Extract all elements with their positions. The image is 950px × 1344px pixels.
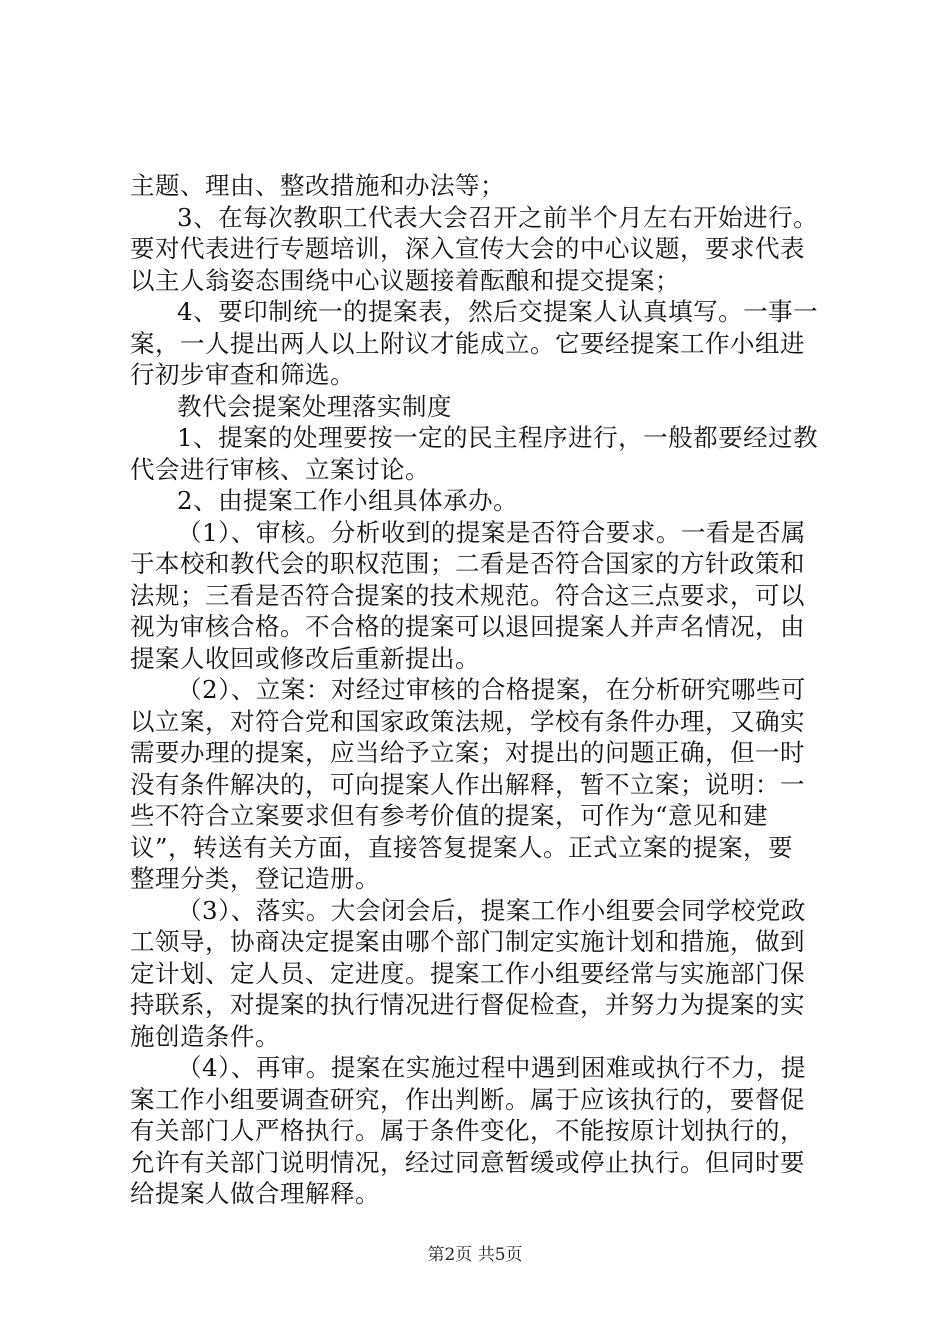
text-line: 1、提案的处理要按一定的民主程序进行，一般都要经过教 (177, 423, 819, 452)
text-line: 以主人翁姿态围绕中心议题接着酝酿和提交提案； (130, 265, 680, 295)
text-line: 行初步审查和筛选。 (130, 360, 355, 389)
text-line: 于本校和教代会的职权范围；二看是否符合国家的方针政策和 (130, 549, 805, 578)
text-line: 以立案，对符合党和国家政策法规，学校有条件办理，又确实 (130, 706, 805, 736)
document-body (130, 170, 830, 1210)
text-line: 案工作小组要调查研究，作出判断。属于应该执行的，要督促 (130, 1084, 805, 1114)
text-line: 主题、理由、整改措施和办法等； (130, 171, 505, 200)
text-line: 施创造条件。 (130, 1021, 280, 1051)
text-line: 要对代表进行专题培训，深入宣传大会的中心议题，要求代表 (130, 234, 805, 263)
page-footer (0, 1244, 950, 1266)
text-line: 持联系，对提案的执行情况进行督促检查，并努力为提案的实 (130, 990, 805, 1019)
text-line: 4、要印制统一的提案表，然后交提案人认真填写。一事一 (177, 297, 819, 326)
text-line: 议”，转送有关方面，直接答复提案人。正式立案的提案，要 (130, 832, 794, 862)
text-line: 法规；三看是否符合提案的技术规范。符合这三点要求，可以 (130, 580, 805, 610)
text-line: 给提案人做合理解释。 (130, 1179, 380, 1208)
text-line: 案，一人提出两人以上附议才能成立。它要经提案工作小组进 (130, 328, 805, 358)
text-line: 需要办理的提案，应当给予立案；对提出的问题正确，但一时 (130, 738, 805, 767)
text-line: 视为审核合格。不合格的提案可以退回提案人并声名情况，由 (130, 612, 805, 641)
text-line: 3、在每次教职工代表大会召开之前半个月左右开始进行。 (177, 202, 819, 232)
text-line: （1）、审核。分析收到的提案是否符合要求。一看是否属 (177, 517, 806, 547)
text-line: 2、由提案工作小组具体承办。 (177, 486, 519, 515)
text-line: 代会进行审核、立案讨论。 (130, 454, 430, 484)
text-line: 提案人收回或修改后重新提出。 (130, 643, 480, 673)
text-line: 定计划、定人员、定进度。提案工作小组要经常与实施部门保 (130, 958, 805, 988)
text-line: 些不符合立案要求但有参考价值的提案，可作为“意见和建 (130, 801, 769, 830)
text-line: 整理分类，登记造册。 (130, 864, 380, 893)
text-line: 有关部门人严格执行。属于条件变化，不能按原计划执行的， (130, 1116, 805, 1145)
text-line: （2）、立案：对经过审核的合格提案，在分析研究哪些可 (177, 675, 806, 704)
page-number-label: 第2页 共5页 (427, 1245, 523, 1265)
text-line: 教代会提案处理落实制度 (177, 391, 452, 421)
text-line: （4）、再审。提案在实施过程中遇到困难或执行不力，提 (177, 1053, 806, 1082)
text-line: 允许有关部门说明情况，经过同意暂缓或停止执行。但同时要 (130, 1147, 805, 1177)
text-line: （3）、落实。大会闭会后，提案工作小组要会同学校党政 (177, 895, 806, 925)
text-line: 没有条件解决的，可向提案人作出解释，暂不立案；说明：一 (130, 769, 805, 799)
text-line: 工领导，协商决定提案由哪个部门制定实施计划和措施，做到 (130, 927, 805, 956)
